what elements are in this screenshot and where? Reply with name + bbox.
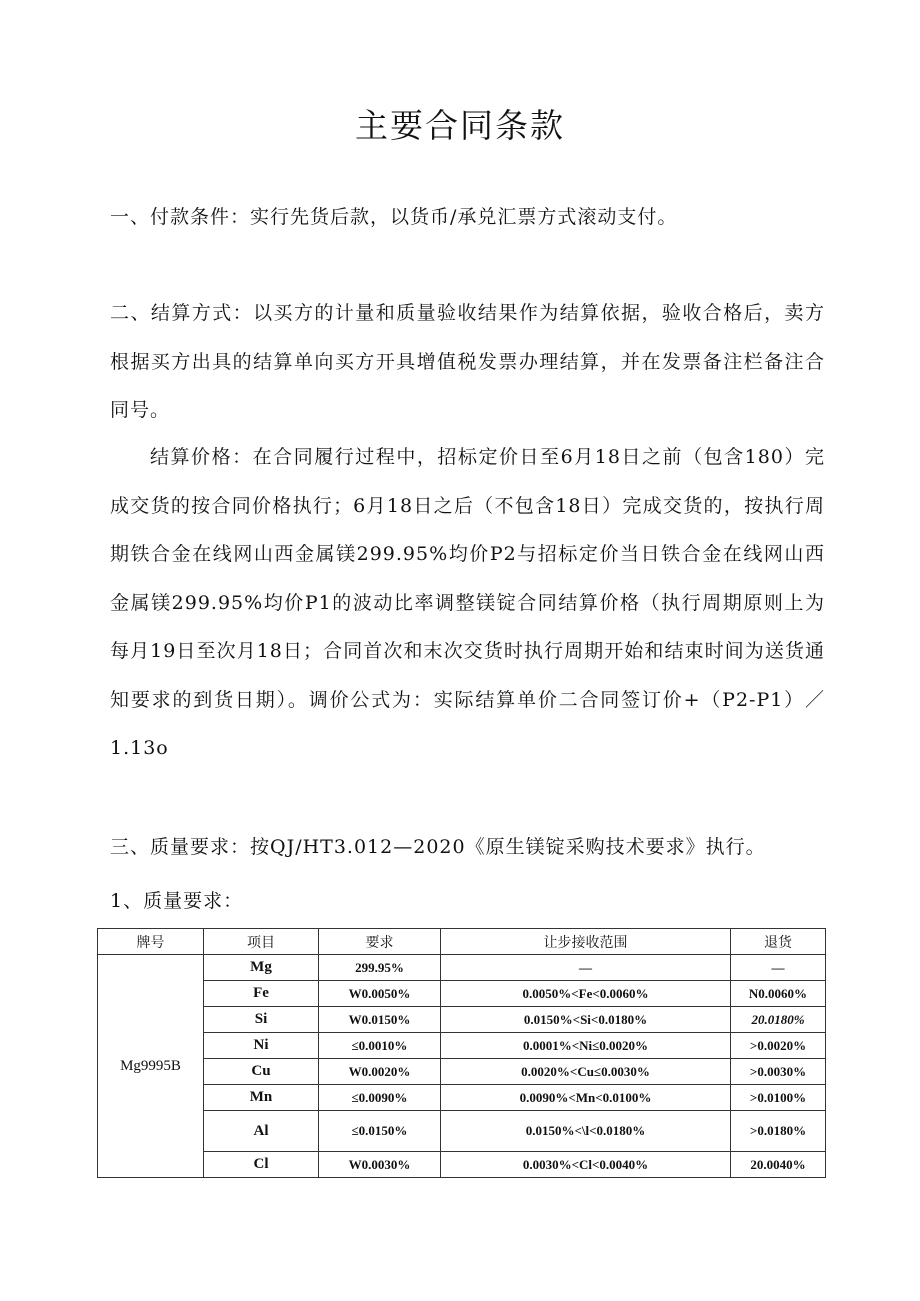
requirement-cell: W0.0030% [319,1152,441,1178]
header-grade: 牌号 [98,929,204,955]
header-item: 项目 [204,929,319,955]
item-cell: Ni [204,1033,319,1059]
table-row [98,1033,826,1059]
range-cell: 0.0050%<Fe<0.0060% [441,981,731,1007]
table-row [98,1111,826,1152]
table-row [98,1152,826,1178]
quality-requirements-table [97,928,826,1178]
table-row [98,1085,826,1111]
page-title: 主要合同条款 [355,106,565,145]
header-reject: 退货 [731,929,826,955]
quality-clause: 三、质量要求：按QJ/HT3.012—2020《原生镁锭采购技术要求》执行。 [110,836,766,858]
reject-cell: >0.0020% [731,1033,826,1059]
grade-cell: Mg9995B [98,955,204,1178]
header-concession-range: 让步接收范围 [441,929,731,955]
requirement-cell: ≤0.0090% [319,1085,441,1111]
requirement-cell: ≤0.0010% [319,1033,441,1059]
range-cell: 0.0090%<Mn<0.0100% [441,1085,731,1111]
item-cell: Si [204,1007,319,1033]
reject-cell: N0.0060% [731,981,826,1007]
reject-cell: >0.0030% [731,1059,826,1085]
table-row [98,1059,826,1085]
payment-clause: 一、付款条件：实行先货后款，以货币/承兑汇票方式滚动支付。 [110,206,678,228]
requirement-cell: W0.0050% [319,981,441,1007]
reject-cell: 20.0180% [731,1007,826,1033]
range-cell: 0.0150%<Si<0.0180% [441,1007,731,1033]
item-cell: Mn [204,1085,319,1111]
item-cell: Cu [204,1059,319,1085]
reject-cell: >0.0100% [731,1085,826,1111]
table-header-row [98,929,826,955]
reject-cell: — [731,955,826,981]
settlement-clause: 二、结算方式：以买方的计量和质量验收结果作为结算依据，验收合格后，卖方根据买方出具的结算单向买方开具增值税发票办理结算，并在发票备注栏备注合同号。 [110,302,825,421]
table-row [98,981,826,1007]
quality-subheading: 1、质量要求： [110,890,244,912]
range-cell: — [441,955,731,981]
requirement-cell: W0.0150% [319,1007,441,1033]
table-row [98,955,826,981]
header-requirement: 要求 [319,929,441,955]
range-cell: 0.0150%<\l<0.0180% [441,1111,731,1152]
item-cell: Mg [204,955,319,981]
requirement-cell: 299.95% [319,955,441,981]
item-cell: Fe [204,981,319,1007]
settlement-price-clause: 结算价格：在合同履行过程中，招标定价日至6月18日之前（包含180）完成交货的按合同价格执行；6月18日之后（不包含18日）完成交货的，按执行周期铁合金在线网山西金属镁299.95%均价P2与招标定价当日铁合金在线网山西金属镁299.95%均价P1的波动比率调整镁锭合同结算价格（执行周期原则上为每月19日至次月18日；合同首次和末次交货时执行周期开始和结束时间为送货通知要求的到货日期）。调价公式为：实际结算单价二合同签订价+（P2-P1）／1.13o [110,446,825,759]
range-cell: 0.0030%<Cl<0.0040% [441,1152,731,1178]
range-cell: 0.0001%<Ni≤0.0020% [441,1033,731,1059]
item-cell: Cl [204,1152,319,1178]
requirement-cell: ≤0.0150% [319,1111,441,1152]
item-cell: Al [204,1111,319,1152]
range-cell: 0.0020%<Cu≤0.0030% [441,1059,731,1085]
table-row [98,1007,826,1033]
reject-cell: 20.0040% [731,1152,826,1178]
requirement-cell: W0.0020% [319,1059,441,1085]
reject-cell: >0.0180% [731,1111,826,1152]
